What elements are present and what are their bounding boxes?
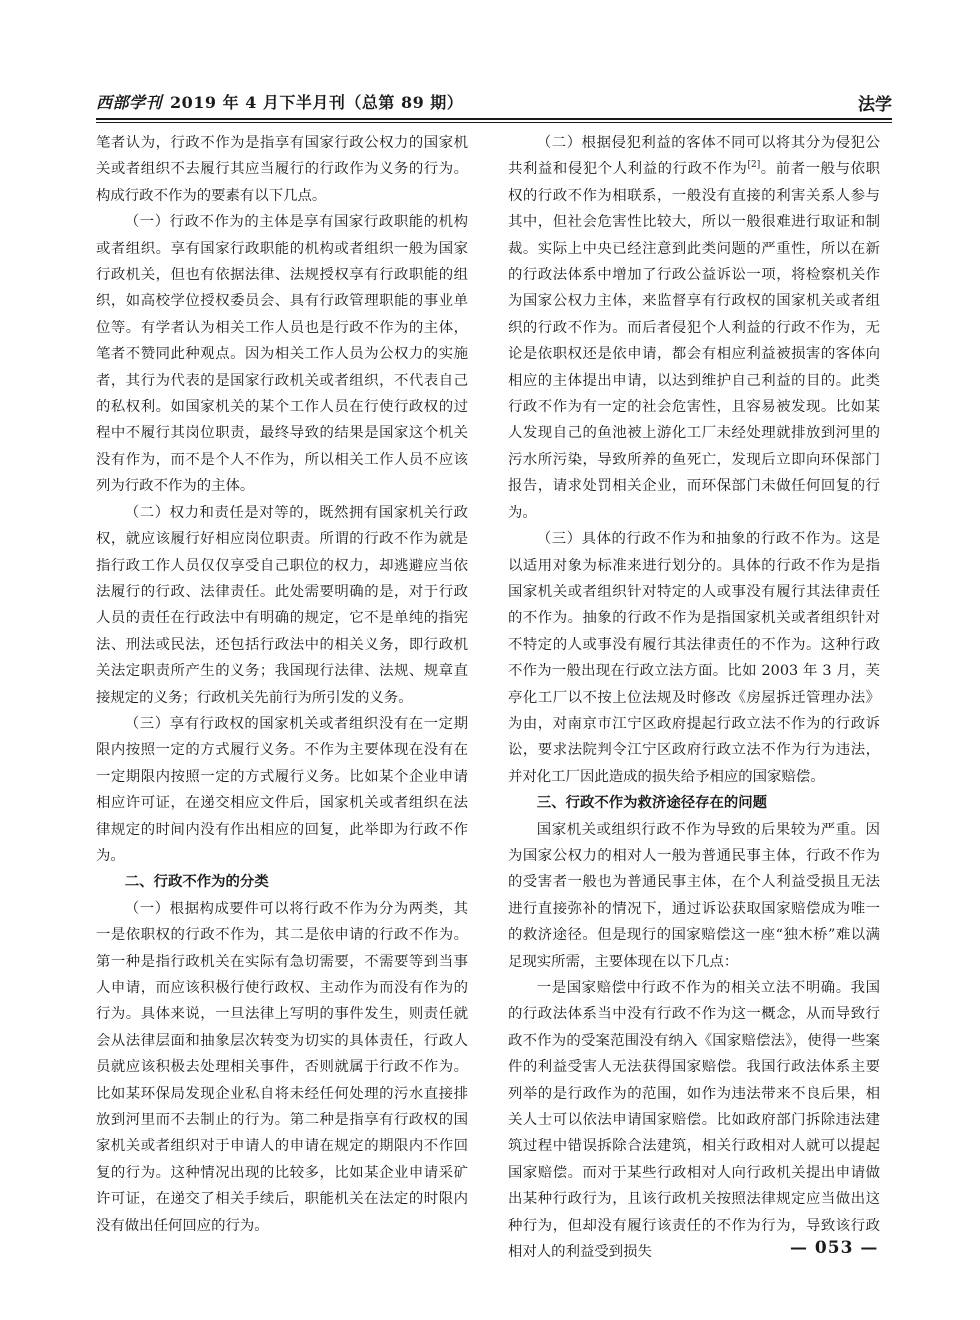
header-rule-thick: [96, 118, 892, 120]
paragraph: （一）行政不作为的主体是享有国家行政职能的机构或者组织。享有国家行政职能的机构或者组织一般为国家行政机关，但也有依据法律、法规授权享有行政职能的组织，如高校学位授权委员会、具有行政管理职能的事业单位等。有学者认为相关工作人员也是行政不作为的主体，笔者不赞同此种观点。因为相关工作人员为公权力的实施者，其行为代表的是国家行政机关或者组织，不代表自己的私权利。如国家机关的某个工作人员在行使行政权的过程中不履行其岗位职责，最终导致的结果是国家这个机关没有作为，而不是个人不作为，所以相关工作人员不应该列为行政不作为的主体。: [96, 214, 468, 495]
header-rule-thin: [96, 122, 892, 123]
paragraph: （三）享有行政权的国家机关或者组织没有在一定期限内按照一定的方式履行义务。不作为主要体现在没有在一定期限内按照一定的方式履行义务。比如某个企业申请相应许可证，在递交相应文件后，国家机关或者组织在法律规定的时间内没有作出相应的回复，此举即为行政不作为。: [96, 715, 468, 864]
section-heading: 三、行政不作为救济途径存在的问题: [536, 794, 768, 812]
running-header: [96, 88, 892, 114]
paragraph: [508, 130, 880, 526]
page-number: — 053 —: [790, 1238, 879, 1258]
paragraph: （三）具体的行政不作为和抽象的行政不作为。这是以适用对象为标准来进行划分的。具体的行政不作为是指国家机关或者组织针对特定的人或事没有履行其法律责任的不作为。抽象的行政不作为是指国家机关或者组织针对不特定的人或事没有履行其法律责任的不作为。这种行政不作为一般出现在行政立法方面。比如 2003 年 3 月，芙亭化工厂以不按上位法规及时修改《房屋拆迁管理办法》为由，对南京市江宁区政府提起行政立法不作为的行政诉讼，要求法院判令江宁区政府行政立法不作为行为违法，并对化工厂因此造成的损失给予相应的国家赔偿。: [508, 531, 880, 785]
section-heading: 二、行政不作为的分类: [124, 873, 269, 891]
journal-issue: [96, 90, 463, 113]
paragraph: 国家机关或组织行政不作为导致的后果较为严重。因为国家公权力的相对人一般为普通民事主体，行政不作为的受害者一般也为普通民事主体，在个人利益受损且无法进行直接弥补的情况下，通过诉讼获取国家赔偿成为唯一的救济途径。但是现行的国家赔偿这一座“独木桥”难以满足现实所需，主要体现在以下几点：: [508, 821, 880, 970]
section-label: 法学: [858, 95, 892, 115]
paragraph-text: 。前者一般与依职权的行政不作为相联系，一般没有直接的利害关系人参与其中，但社会危害性比较大，所以一般很难进行取证和制裁。实际上中央已经注意到此类问题的严重性，所以在新的行政法体系中增加了行政公益诉讼一项，将检察机关作为国家公权力主体，来监督享有行政权的国家机关或者组织的行政不作为。而后者侵犯个人利益的行政不作为，无论是依职权还是依申请，都会有相应利益被损害的客体向相应的主体提出申请，以达到维护自己利益的目的。此类行政不作为有一定的社会危害性，且容易被发现。比如某人发现自己的鱼池被上游化工厂未经处理就排放到河里的污水所污染，导致所养的鱼死亡，发现后立即向环保部门报告，请求处罚相关企业，而环保部门未做任何回复的行为。: [508, 161, 880, 521]
paragraph: （二）权力和责任是对等的，既然拥有国家机关行政权，就应该履行好相应岗位职责。所谓的行政不作为就是指行政工作人员仅仅享受自己职位的权力，却逃避应当依法履行的行政、法律责任。此处需要明确的是，对于行政人员的责任在行政法中有明确的规定，它不是单纯的指宪法、刑法或民法，还包括行政法中的相关义务，即行政机关法定职责所产生的义务；我国现行法律、法规、规章直接规定的义务；行政机关先前行为所引发的义务。: [96, 504, 468, 706]
paragraph: 一是国家赔偿中行政不作为的相关立法不明确。我国的行政法体系当中没有行政不作为这一概念，从而导致行政不作为的受案范围没有纳入《国家赔偿法》，使得一些案件的利益受害人无法获得国家赔偿。我国行政法体系主要列举的是行政作为的范围，如作为违法带来不良后果，相关人士可以依法申请国家赔偿。比如政府部门拆除违法建筑过程中错误拆除合法建筑，相关行政相对人就可以提起国家赔偿。而对于某些行政相对人向行政机关提出申请做出某种行政行为，且该行政机关按照法律规定应当做出这种行为，但却没有履行该责任的不作为行为，导致该行政相对人的利益受到损失: [508, 980, 880, 1261]
issue-info: 2019 年 4 月下半月刊（总第 89 期）: [170, 93, 464, 112]
journal-logo: 西部学刊: [96, 93, 163, 112]
left-column: [96, 130, 468, 1234]
citation-ref: [2]: [747, 160, 761, 171]
paragraph-text: （二）根据侵犯利益的客体不同可以将其分为侵犯公共利益和侵犯个人利益的行政不作为: [508, 135, 880, 178]
paragraph: 笔者认为，行政不作为是指享有国家行政公权力的国家机关或者组织不去履行其应当履行的行政作为义务的行为。构成行政不作为的要素有以下几点。: [96, 135, 468, 204]
paragraph: （一）根据构成要件可以将行政不作为分为两类，其一是依职权的行政不作为，其二是依申请的行政不作为。第一种是指行政机关在实际有急切需要，不需要等到当事人申请，而应该积极行使行政权、主动作为而没有作为的行为。具体来说，一旦法律上写明的事件发生，则责任就会从法律层面和抽象层次转变为切实的具体责任，行政人员就应该积极去处理相关事件，否则就属于行政不作为。比如某环保局发现企业私自将未经任何处理的污水直接排放到河里而不去制止的行为。第二种是指享有行政权的国家机关或者组织对于申请人的申请在规定的期限内不作回复的行为。这种情况出现的比较多，比如某企业申请采矿许可证，在递交了相关手续后，职能机关在法定的时限内没有做出任何回应的行为。: [96, 900, 468, 1234]
